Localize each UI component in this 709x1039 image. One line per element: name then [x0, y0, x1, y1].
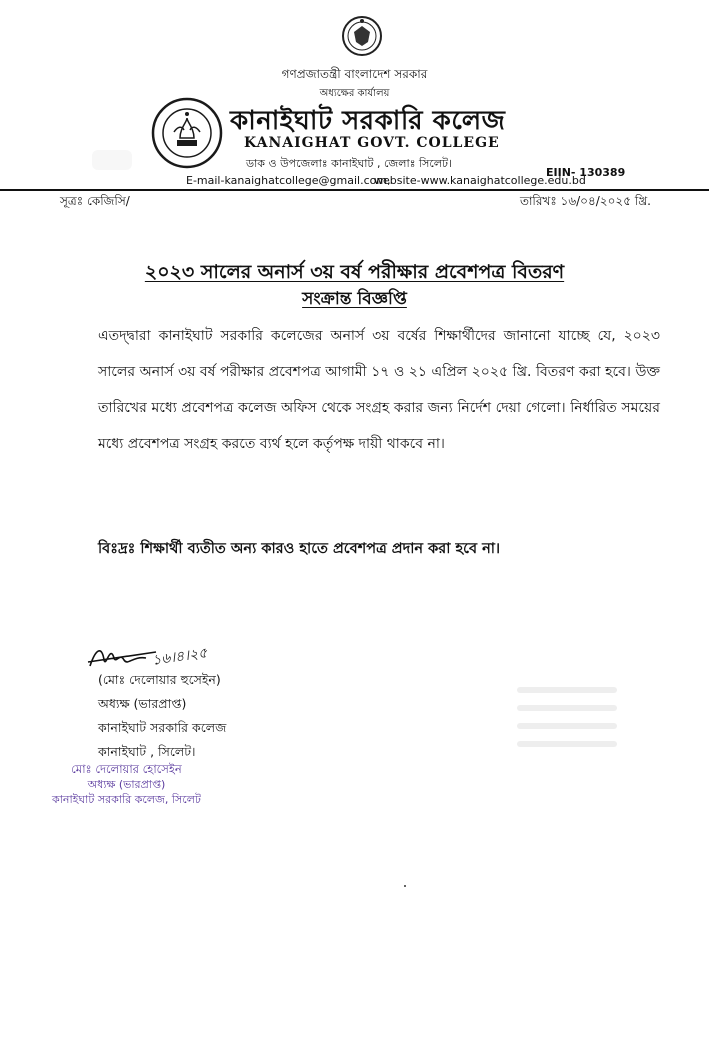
college-name-bangla: কানাইঘাট সরকারি কলেজ [230, 106, 506, 136]
signature-date: ১৬।৪।২৫ [151, 645, 209, 669]
reference-number: সূত্রঃ কেজিসি/ [60, 194, 130, 208]
notice-subtitle [0, 286, 709, 314]
stamp-college: কানাইঘাট সরকারি কলেজ, সিলেট [52, 793, 201, 806]
notice-title-line2: সংক্রান্ত বিজ্ঞপ্তি [302, 289, 407, 309]
college-website: website-www.kanaighatcollege.edu.bd [374, 174, 586, 187]
signatory-designation: অধ্যক্ষ (ভারপ্রাপ্ত) [98, 696, 187, 711]
notice-date: তারিখঃ ১৬/০৪/২০২৫ খ্রি. [519, 194, 651, 208]
official-seal-stamp [52, 762, 201, 807]
college-email: E-mail-kanaighatcollege@gmail.com, [186, 174, 391, 187]
signatory-name: (মোঃ দেলোয়ার হুসেইন) [98, 672, 221, 687]
bleed-through-text [517, 675, 617, 755]
government-name: গণপ্রজাতন্ত্রী বাংলাদেশ সরকার [281, 67, 428, 81]
college-logo-icon [150, 96, 224, 170]
scan-speck [404, 885, 406, 887]
notice-title-line1: ২০২৩ সালের অনার্স ৩য় বর্ষ পরীক্ষার প্রবেশপত্র বিতরণ [144, 261, 565, 283]
notice-note: বিঃদ্রঃ শিক্ষার্থী ব্যতীত অন্য কারও হাতে প্রবেশপত্র প্রদান করা হবে না। [98, 541, 501, 557]
signatory-college: কানাইঘাট সরকারি কলেজ [98, 720, 227, 735]
stamp-designation: অধ্যক্ষ (ভারপ্রাপ্ত) [87, 778, 166, 791]
stamp-name: মোঃ দেলোয়ার হোসেইন [71, 762, 182, 776]
college-name-english: KANAIGHAT GOVT. COLLEGE [244, 135, 500, 151]
eiin-number: EIIN- 130389 [546, 166, 626, 179]
office-name: অধ্যক্ষের কার্যালয় [319, 88, 390, 99]
signatory-block [98, 668, 226, 764]
college-address: ডাক ও উপজেলাঃ কানাইঘাট , জেলাঃ সিলেট। [246, 157, 452, 170]
scan-bleed-mark [92, 150, 132, 170]
government-emblem-icon [340, 12, 384, 60]
notice-body: এতদ্দ্বারা কানাইঘাট সরকারি কলেজের অনার্স ৩য় বর্ষের শিক্ষার্থীদের জানানো যাচ্ছে যে, ২০২৩ সালের অনার্স ৩য় বর্ষ পরীক্ষার প্রবেশপত্র আগামী ১৭ ও ২১ এপ্রিল ২০২৫ খ্রি. বিতরণ করা হবে। উক্ত তারিখের মধ্যে প্রবেশপত্র কলেজ অফিস থেকে সংগ্রহ করার জন্য নির্দেশ দেয়া গেলো। নির্ধারিত সময়ের মধ্যে প্রবেশপত্র সংগ্রহ করতে ব্যর্থ হলে কর্তৃপক্ষ দায়ী থাকবে না। [98, 328, 660, 452]
letterhead-divider [0, 189, 709, 191]
signatory-location: কানাইঘাট , সিলেট। [98, 744, 196, 759]
